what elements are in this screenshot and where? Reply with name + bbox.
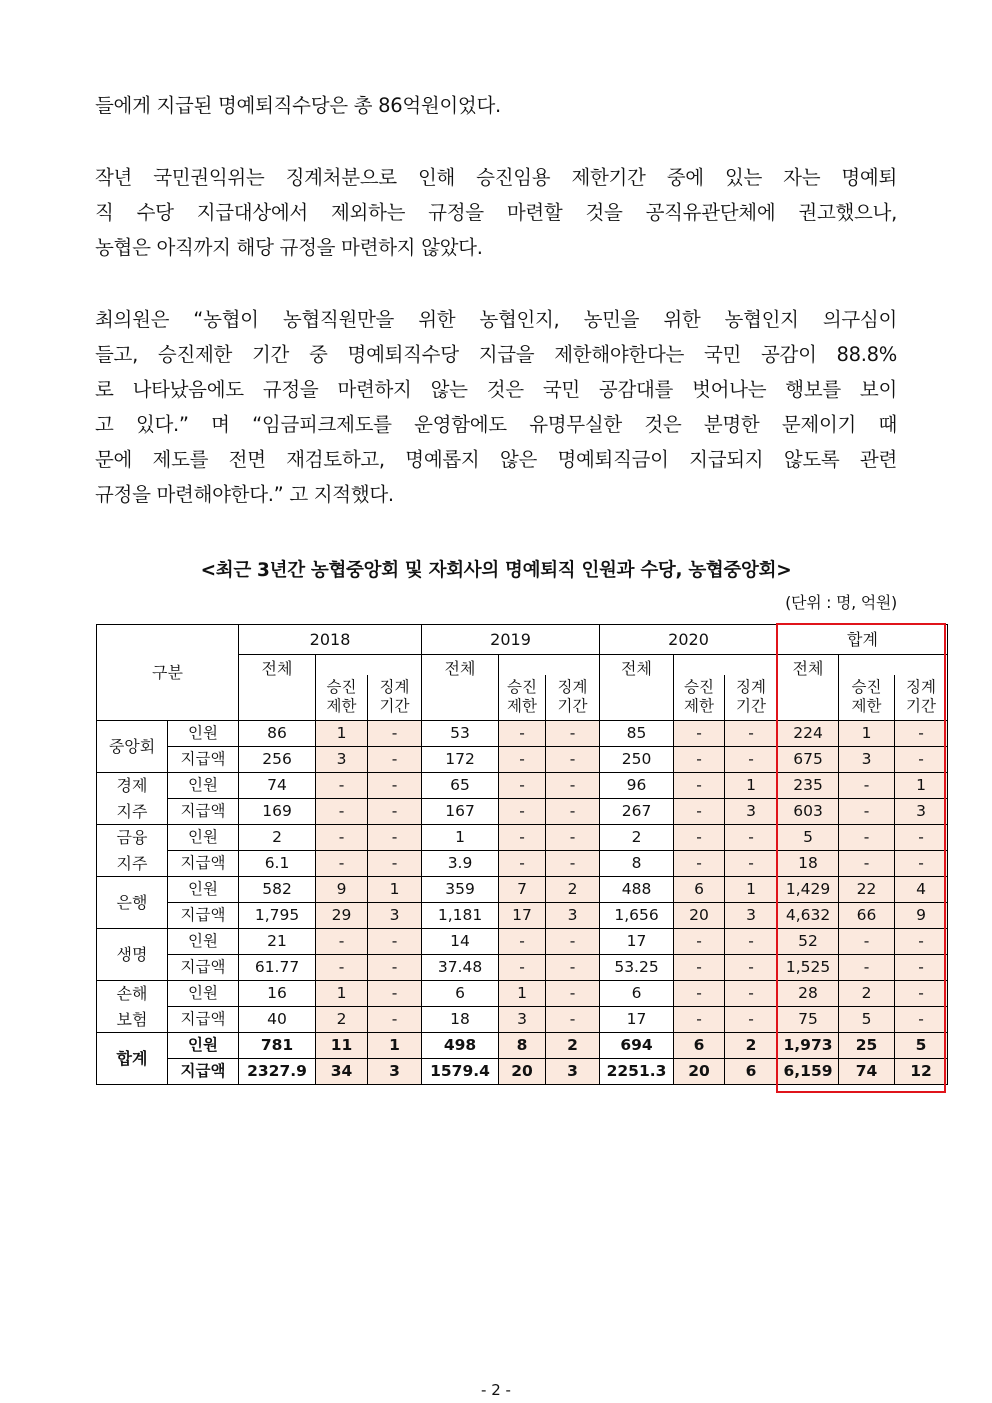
value-cell: 7 [499,877,546,903]
header-spacer [839,655,948,675]
value-cell: 8 [499,1033,546,1059]
table-row [97,903,948,929]
value-cell: 167 [422,799,499,825]
table-row [97,773,948,799]
value-cell: - [368,825,422,851]
value-cell: 1,656 [600,903,674,929]
paragraph-1 [95,88,897,123]
row-label: 지급액 [168,799,239,825]
col-disc-line: 징계 [736,678,766,697]
row-label: 인원 [168,877,239,903]
value-cell: 603 [778,799,839,825]
value-cell: - [839,955,895,981]
value-cell: - [368,851,422,877]
value-cell: 85 [600,721,674,747]
value-cell: - [368,981,422,1007]
paragraph-line: 최의원은 “농협이 농협직원만을 위한 농협인지, 농민을 위한 농협인지 의구심이 [95,308,897,331]
value-cell: 37.48 [422,955,499,981]
value-cell: 75 [778,1007,839,1033]
value-cell: - [546,851,600,877]
header-spacer [499,655,600,675]
value-cell: 53.25 [600,955,674,981]
group-label: 중앙회 [97,721,168,773]
col-total-header: 전체 [778,655,839,721]
table-title: <최근 3년간 농협중앙회 및 자회사의 명예퇴직 인원과 수당, 농협중앙회> [200,560,792,581]
value-cell: 2 [316,1007,368,1033]
col-total-header: 전체 [600,655,674,721]
value-cell: - [725,851,778,877]
value-cell: 1 [499,981,546,1007]
value-cell: 18 [422,1007,499,1033]
value-cell: 1,795 [239,903,316,929]
table-row [97,1059,948,1085]
year-header: 2020 [600,625,778,655]
value-cell: - [674,799,725,825]
col-total-header: 전체 [422,655,499,721]
col-promo-header [499,675,546,721]
value-cell: - [725,929,778,955]
group-label: 지주 [97,799,168,825]
value-cell: - [368,955,422,981]
value-cell: 6,159 [778,1059,839,1085]
col-promo-line: 승진 [507,678,537,697]
row-label: 인원 [168,981,239,1007]
value-cell: 3 [316,747,368,773]
col-promo-line: 제한 [507,697,537,716]
value-cell: 3 [368,903,422,929]
value-cell: - [499,825,546,851]
value-cell: - [499,721,546,747]
col-disc-header [895,675,948,721]
value-cell: - [368,1007,422,1033]
col-disc-header [725,675,778,721]
table-row [97,1007,948,1033]
value-cell: - [725,955,778,981]
value-cell: 2 [546,877,600,903]
value-cell: 29 [316,903,368,929]
value-cell: 582 [239,877,316,903]
value-cell: 6 [600,981,674,1007]
value-cell: 3 [895,799,948,825]
year-header: 2018 [239,625,422,655]
value-cell: 250 [600,747,674,773]
paragraph-line: 문에 제도를 전면 재검토하고, 명예롭지 않은 명예퇴직금이 지급되지 않도록 관련 [95,448,897,471]
value-cell: 34 [316,1059,368,1085]
row-label: 지급액 [168,955,239,981]
value-cell: 1,429 [778,877,839,903]
value-cell: - [316,929,368,955]
header-spacer [316,655,422,675]
col-promo-header [316,675,368,721]
row-label: 인원 [168,825,239,851]
value-cell: 1 [895,773,948,799]
col-promo-line: 제한 [684,697,714,716]
value-cell: 5 [895,1033,948,1059]
col-disc-line: 기간 [906,697,936,716]
paragraph-line: 작년 국민권익위는 징계처분으로 인해 승진임용 제한기간 중에 있는 자는 명예퇴 [95,166,897,189]
paragraph-3 [95,302,897,512]
value-cell: 694 [600,1033,674,1059]
col-disc-line: 기간 [379,697,410,716]
value-cell: 9 [316,877,368,903]
value-cell: - [725,747,778,773]
value-cell: - [725,981,778,1007]
value-cell: 6.1 [239,851,316,877]
value-cell: 20 [499,1059,546,1085]
value-cell: 6 [674,877,725,903]
value-cell: 3 [546,1059,600,1085]
value-cell: 65 [422,773,499,799]
value-cell: - [674,825,725,851]
value-cell: 61.77 [239,955,316,981]
paragraph-line: 규정을 마련해야한다.” 고 지적했다. [95,483,394,506]
value-cell: - [316,851,368,877]
table-row [97,851,948,877]
value-cell: - [674,773,725,799]
col-promo-line: 제한 [326,697,357,716]
value-cell: 96 [600,773,674,799]
value-cell: - [839,773,895,799]
value-cell: - [499,773,546,799]
value-cell: 4,632 [778,903,839,929]
value-cell: 1 [422,825,499,851]
group-label: 합계 [97,1033,168,1085]
value-cell: - [316,825,368,851]
value-cell: 1 [368,877,422,903]
value-cell: 3 [839,747,895,773]
row-label: 지급액 [168,1007,239,1033]
paragraph-line: 들고, 승진제한 기간 중 명예퇴직수당 지급을 제한해야한다는 국민 공감이 88.8% [95,343,897,366]
table-row [97,825,948,851]
col-promo-line: 승진 [851,678,882,697]
col-total-header: 전체 [239,655,316,721]
paragraph-line: 농협은 아직까지 해당 규정을 마련하지 않았다. [95,236,483,259]
value-cell: - [895,721,948,747]
value-cell: - [546,799,600,825]
row-label: 지급액 [168,1059,239,1085]
value-cell: 172 [422,747,499,773]
row-label: 인원 [168,721,239,747]
table-row [97,799,948,825]
value-cell: 1,181 [422,903,499,929]
value-cell: 2 [546,1033,600,1059]
value-cell: 14 [422,929,499,955]
row-label: 지급액 [168,903,239,929]
value-cell: - [674,1007,725,1033]
row-label: 인원 [168,773,239,799]
col-promo-line: 승진 [684,678,714,697]
value-cell: 2251.3 [600,1059,674,1085]
value-cell: 8 [600,851,674,877]
col-disc-header [368,675,422,721]
value-cell: 256 [239,747,316,773]
table-row [97,747,948,773]
value-cell: 74 [239,773,316,799]
value-cell: 16 [239,981,316,1007]
group-label: 지주 [97,851,168,877]
col-disc-line: 기간 [557,697,588,716]
value-cell: 169 [239,799,316,825]
page-number: - 2 - [481,1381,511,1399]
value-cell: 3 [368,1059,422,1085]
paragraph-line: 직 수당 지급대상에서 제외하는 규정을 마련할 것을 공직유관단체에 권고했으나, [95,201,897,224]
value-cell: - [316,955,368,981]
year-header: 합계 [778,625,948,655]
value-cell: - [725,721,778,747]
value-cell: - [725,825,778,851]
value-cell: - [839,799,895,825]
value-cell: - [546,929,600,955]
value-cell: 17 [600,1007,674,1033]
col-promo-header [839,675,895,721]
header-spacer [674,655,778,675]
value-cell: 2 [239,825,316,851]
table-row [97,1033,948,1059]
value-cell: - [839,825,895,851]
value-cell: 40 [239,1007,316,1033]
value-cell: - [368,929,422,955]
value-cell: 1 [725,877,778,903]
col-disc-line: 징계 [557,678,588,697]
table-row [97,981,948,1007]
value-cell: - [674,955,725,981]
value-cell: 1579.4 [422,1059,499,1085]
value-cell: - [499,929,546,955]
group-label: 금융 [97,825,168,851]
value-cell: 3 [546,903,600,929]
group-label: 손해 [97,981,168,1007]
table-row [97,955,948,981]
value-cell: 53 [422,721,499,747]
value-cell: 488 [600,877,674,903]
value-cell: 4 [895,877,948,903]
value-cell: - [895,981,948,1007]
value-cell: 1 [725,773,778,799]
value-cell: 2 [600,825,674,851]
value-cell: - [674,747,725,773]
value-cell: 9 [895,903,948,929]
value-cell: 1,525 [778,955,839,981]
paragraph-2 [95,160,897,265]
value-cell: - [895,955,948,981]
value-cell: - [368,747,422,773]
year-header: 2019 [422,625,600,655]
value-cell: - [546,773,600,799]
value-cell: 224 [778,721,839,747]
group-label: 은행 [97,877,168,929]
value-cell: 3 [499,1007,546,1033]
value-cell: - [674,851,725,877]
value-cell: 17 [499,903,546,929]
table-row [97,721,948,747]
value-cell: 66 [839,903,895,929]
group-label: 생명 [97,929,168,981]
paragraph-line: 로 나타났음에도 규정을 마련하지 않는 것은 국민 공감대를 벗어나는 행보를 보이 [95,378,897,401]
col-promo-line: 제한 [851,697,882,716]
value-cell: 12 [895,1059,948,1085]
value-cell: 1 [839,721,895,747]
value-cell: - [725,1007,778,1033]
value-cell: - [368,773,422,799]
value-cell: - [546,955,600,981]
value-cell: 359 [422,877,499,903]
paragraph-line: 들에게 지급된 명예퇴직수당은 총 86억원이었다. [95,94,501,117]
value-cell: - [674,721,725,747]
value-cell: - [895,929,948,955]
value-cell: - [499,851,546,877]
value-cell: - [546,721,600,747]
col-promo-header [674,675,725,721]
value-cell: 11 [316,1033,368,1059]
col-disc-line: 기간 [736,697,766,716]
group-label: 보험 [97,1007,168,1033]
value-cell: 20 [674,1059,725,1085]
value-cell: - [895,851,948,877]
col-promo-line: 승진 [326,678,357,697]
value-cell: 21 [239,929,316,955]
value-cell: 2 [725,1033,778,1059]
value-cell: 20 [674,903,725,929]
value-cell: 28 [778,981,839,1007]
value-cell: 267 [600,799,674,825]
value-cell: - [316,799,368,825]
value-cell: 5 [778,825,839,851]
value-cell: - [895,825,948,851]
value-cell: 1 [368,1033,422,1059]
value-cell: 25 [839,1033,895,1059]
value-cell: - [839,851,895,877]
retirement-table [96,624,948,1085]
value-cell: 675 [778,747,839,773]
value-cell: 1 [316,721,368,747]
value-cell: - [895,747,948,773]
value-cell: 781 [239,1033,316,1059]
col-disc-line: 징계 [906,678,936,697]
row-label: 인원 [168,1033,239,1059]
value-cell: 2 [839,981,895,1007]
value-cell: - [368,721,422,747]
value-cell: 86 [239,721,316,747]
value-cell: 235 [778,773,839,799]
value-cell: 2327.9 [239,1059,316,1085]
value-cell: - [546,825,600,851]
value-cell: - [316,773,368,799]
value-cell: - [546,747,600,773]
value-cell: - [368,799,422,825]
value-cell: 22 [839,877,895,903]
value-cell: - [499,799,546,825]
col-disc-line: 징계 [379,678,410,697]
value-cell: 1,973 [778,1033,839,1059]
row-label: 지급액 [168,747,239,773]
value-cell: 1 [316,981,368,1007]
value-cell: 6 [725,1059,778,1085]
group-label: 경제 [97,773,168,799]
value-cell: - [546,981,600,1007]
value-cell: 74 [839,1059,895,1085]
value-cell: 3.9 [422,851,499,877]
value-cell: - [546,1007,600,1033]
value-cell: 6 [674,1033,725,1059]
value-cell: - [499,747,546,773]
table-row [97,929,948,955]
value-cell: 6 [422,981,499,1007]
value-cell: 17 [600,929,674,955]
table-unit: (단위 : 명, 억원) [785,593,897,612]
value-cell: 498 [422,1033,499,1059]
value-cell: - [499,955,546,981]
value-cell: 3 [725,799,778,825]
paragraph-line: 고 있다.” 며 “임금피크제도를 운영함에도 유명무실한 것은 분명한 문제이기 때 [95,413,897,436]
table-row [97,877,948,903]
row-label: 인원 [168,929,239,955]
col-disc-header [546,675,600,721]
value-cell: - [895,1007,948,1033]
value-cell: 18 [778,851,839,877]
row-label: 지급액 [168,851,239,877]
value-cell: - [674,929,725,955]
value-cell: - [674,981,725,1007]
value-cell: 3 [725,903,778,929]
value-cell: - [839,929,895,955]
corner-label: 구분 [97,625,239,721]
value-cell: 5 [839,1007,895,1033]
value-cell: 52 [778,929,839,955]
